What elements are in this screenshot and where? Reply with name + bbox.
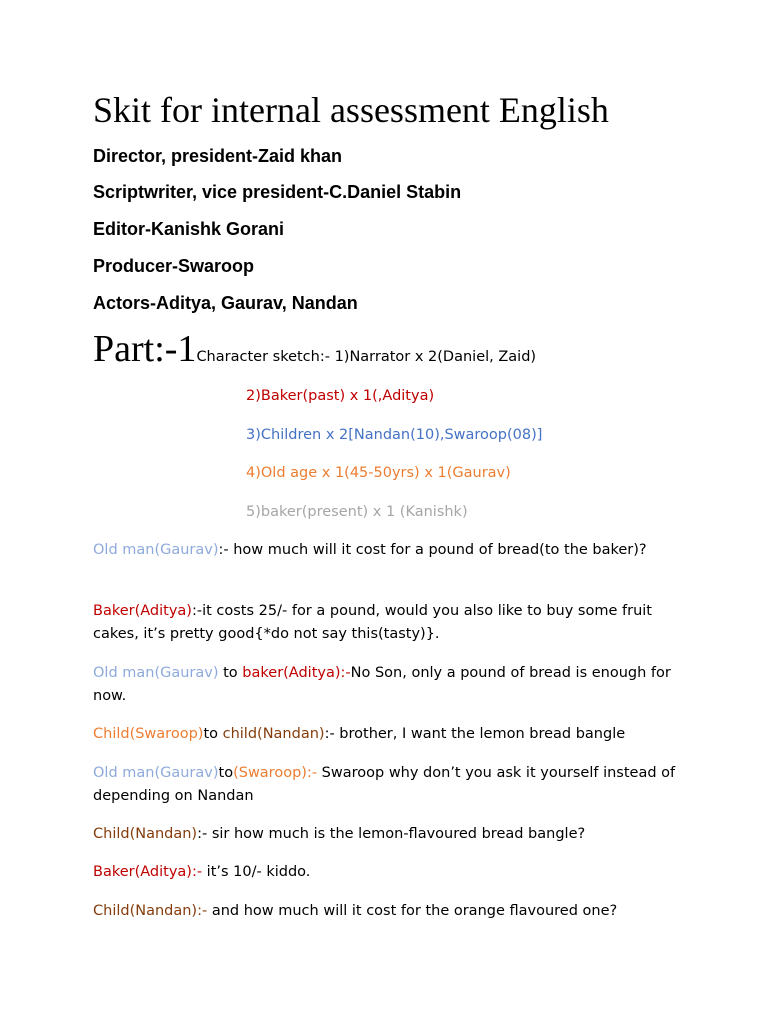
- credit-director: Director, president-Zaid khan: [93, 146, 343, 166]
- dialogue-line-2: [93, 600, 693, 646]
- dialogue-line-4: [93, 723, 693, 746]
- credit-scriptwriter: Scriptwriter, vice president-C.Daniel Stabin: [93, 182, 462, 202]
- character-sketch-intro: Character sketch:- 1)Narrator x 2(Daniel, Zaid): [196, 349, 537, 365]
- part-line: [93, 326, 536, 372]
- dialogue-text: and how much will it cost for the orange flavoured one?: [207, 903, 618, 919]
- credit-editor: Editor-Kanishk Gorani: [93, 219, 285, 239]
- speaker-label: Old man(Gaurav): [93, 765, 219, 781]
- dialogue-connector: to: [218, 765, 234, 781]
- dialogue-line-8: [93, 900, 693, 923]
- dialogue-text: :- sir how much is the lemon-flavoured bread bangle?: [197, 826, 586, 842]
- dialogue-line-6: [93, 823, 693, 846]
- listener-label: child(Nandan): [222, 726, 325, 742]
- dialogue-text: Swaroop why don’t you ask it yourself instead of depending on Nandan: [93, 765, 676, 804]
- dialogue-text: No Son, only a pound of bread is enough for now.: [93, 665, 671, 704]
- dialogue-text: :-it costs 25/- for a pound, would you also like to buy some fruit cakes, it’s pretty good{*do not say this(tasty)}.: [93, 603, 652, 642]
- speaker-label: Old man(Gaurav): [93, 665, 219, 681]
- dialogue-line-1: [93, 539, 693, 562]
- credit-actors: Actors-Aditya, Gaurav, Nandan: [93, 293, 358, 313]
- dialogue-connector: to: [218, 665, 243, 681]
- speaker-label: Baker(Aditya):-: [93, 864, 203, 880]
- character-item-old-age: 4)Old age x 1(45-50yrs) x 1(Gaurav): [246, 465, 511, 481]
- listener-label: (Swaroop):-: [233, 765, 318, 781]
- character-item-children: 3)Children x 2[Nandan(10),Swaroop(08)]: [246, 427, 543, 443]
- part-heading: Part:-1: [93, 328, 197, 370]
- character-item-baker-past: 2)Baker(past) x 1(,Aditya): [246, 388, 435, 404]
- speaker-label: Child(Swaroop): [93, 726, 204, 742]
- character-item-baker-present: 5)baker(present) x 1 (Kanishk): [246, 504, 468, 520]
- speaker-label: Baker(Aditya): [93, 603, 192, 619]
- dialogue-line-5: [93, 762, 693, 808]
- listener-label: baker(Aditya):-: [242, 665, 351, 681]
- dialogue-line-7: [93, 861, 693, 884]
- dialogue-connector: to: [203, 726, 223, 742]
- document-title: Skit for internal assessment English: [93, 90, 609, 130]
- dialogue-text: it’s 10/- kiddo.: [202, 864, 311, 880]
- dialogue-text: :- how much will it cost for a pound of bread(to the baker)?: [218, 542, 647, 558]
- credit-producer: Producer-Swaroop: [93, 256, 255, 276]
- dialogue-text: :- brother, I want the lemon bread bangle: [324, 726, 626, 742]
- speaker-label: Old man(Gaurav): [93, 542, 219, 558]
- speaker-label: Child(Nandan):-: [93, 903, 208, 919]
- dialogue-line-3: [93, 662, 693, 708]
- speaker-label: Child(Nandan): [93, 826, 198, 842]
